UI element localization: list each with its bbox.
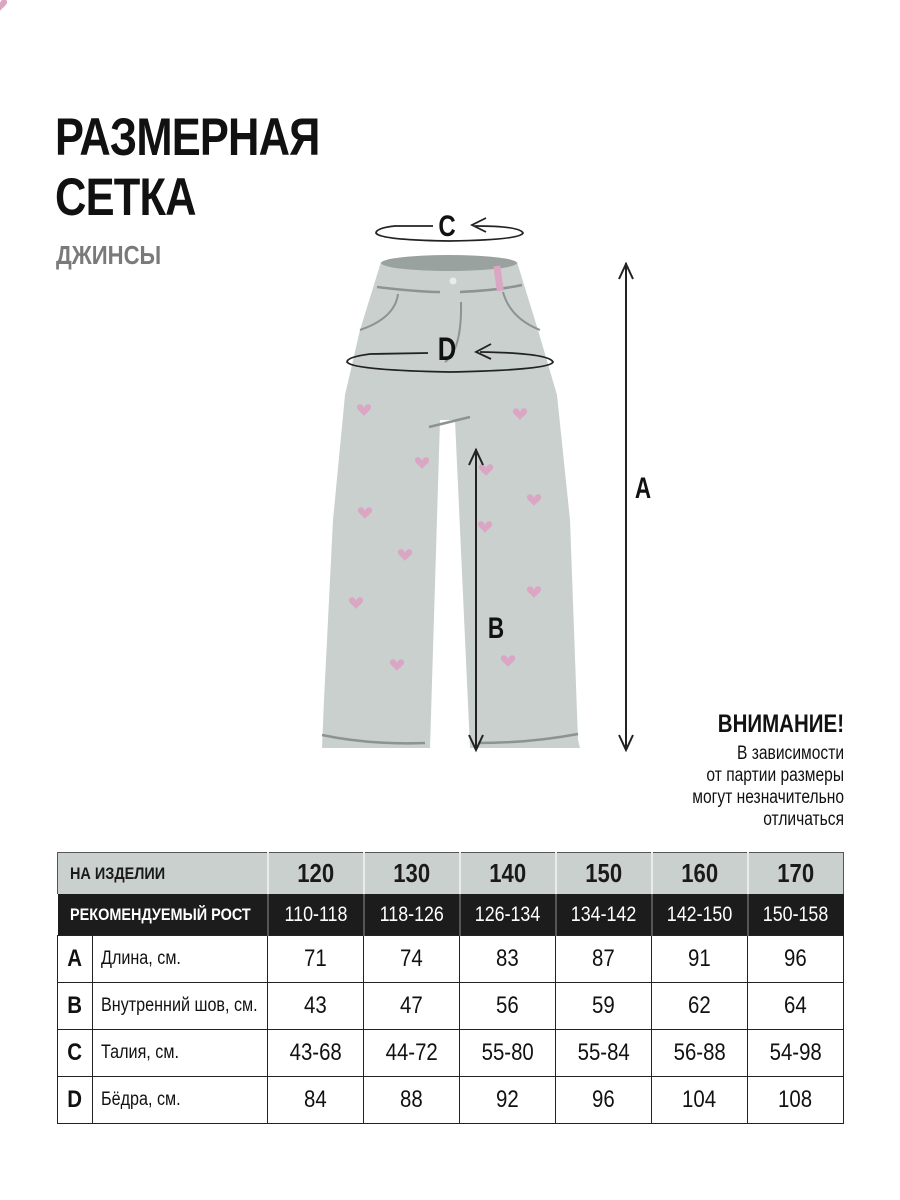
table-row	[58, 1030, 844, 1077]
value-cell: 88	[364, 1077, 460, 1124]
value-cell: 59	[556, 983, 652, 1030]
value-cell: 54-98	[748, 1030, 844, 1077]
table-row	[58, 1077, 844, 1124]
height-label: РЕКОМЕНДУЕМЫЙ РОСТ	[58, 894, 268, 936]
size-cell: 120	[268, 853, 364, 895]
row-letter: A	[58, 936, 93, 983]
value-cell: 64	[748, 983, 844, 1030]
title-line-1: РАЗМЕРНАЯ	[55, 108, 320, 167]
label-c: C	[438, 208, 456, 243]
value-cell: 108	[748, 1077, 844, 1124]
value-cell: 44-72	[364, 1030, 460, 1077]
value-cell: 71	[268, 936, 364, 983]
value-cell: 96	[748, 936, 844, 983]
size-cell: 170	[748, 853, 844, 895]
value-cell: 74	[364, 936, 460, 983]
row-letter: D	[58, 1077, 93, 1124]
table-row	[58, 983, 844, 1030]
value-cell: 43-68	[268, 1030, 364, 1077]
header-label: НА ИЗДЕЛИИ	[58, 853, 268, 895]
size-cell: 130	[364, 853, 460, 895]
value-cell: 62	[652, 983, 748, 1030]
label-b: B	[487, 610, 505, 645]
label-d: D	[437, 332, 457, 368]
row-name: Внутренний шов, см.	[93, 983, 268, 1030]
size-cell: 150	[556, 853, 652, 895]
title-line-2: СЕТКА	[55, 168, 196, 227]
length-measurement-a	[619, 263, 651, 750]
notice-line: В зависимости	[736, 743, 844, 764]
notice-text	[692, 743, 844, 831]
value-cell: 92	[460, 1077, 556, 1124]
value-cell: 43	[268, 983, 364, 1030]
value-cell: 56-88	[652, 1030, 748, 1077]
value-cell: 104	[652, 1077, 748, 1124]
label-a: A	[634, 470, 652, 505]
value-cell: 87	[556, 936, 652, 983]
button-rivet	[450, 278, 457, 285]
size-table	[57, 852, 844, 1124]
row-name: Бёдра, см.	[93, 1077, 268, 1124]
value-cell: 55-84	[556, 1030, 652, 1077]
notice-block	[659, 710, 844, 831]
value-cell: 91	[652, 936, 748, 983]
notice-line: отличаться	[763, 809, 844, 830]
size-cell: 160	[652, 853, 748, 895]
value-cell: 47	[364, 983, 460, 1030]
height-cell: 110-118	[268, 894, 364, 936]
notice-line: могут незначительно	[692, 787, 844, 808]
waist-measurement-c	[376, 208, 523, 242]
recommended-height-row	[58, 894, 844, 936]
size-cell: 140	[460, 853, 556, 895]
row-name: Длина, см.	[93, 936, 268, 983]
value-cell: 84	[268, 1077, 364, 1124]
height-cell: 142-150	[652, 894, 748, 936]
table-row	[58, 936, 844, 983]
notice-title: ВНИМАНИЕ!	[717, 710, 844, 738]
notice-line: от партии размеры	[706, 765, 844, 786]
row-letter: B	[58, 983, 93, 1030]
row-name: Талия, см.	[93, 1030, 268, 1077]
height-cell: 118-126	[364, 894, 460, 936]
product-subtitle: ДЖИНСЫ	[56, 240, 162, 270]
height-cell: 134-142	[556, 894, 652, 936]
height-cell: 126-134	[460, 894, 556, 936]
size-header-row	[58, 853, 844, 895]
height-cell: 150-158	[748, 894, 844, 936]
value-cell: 96	[556, 1077, 652, 1124]
arrow-head-icon	[472, 218, 486, 232]
value-cell: 56	[460, 983, 556, 1030]
value-cell: 55-80	[460, 1030, 556, 1077]
row-letter: C	[58, 1030, 93, 1077]
value-cell: 83	[460, 936, 556, 983]
